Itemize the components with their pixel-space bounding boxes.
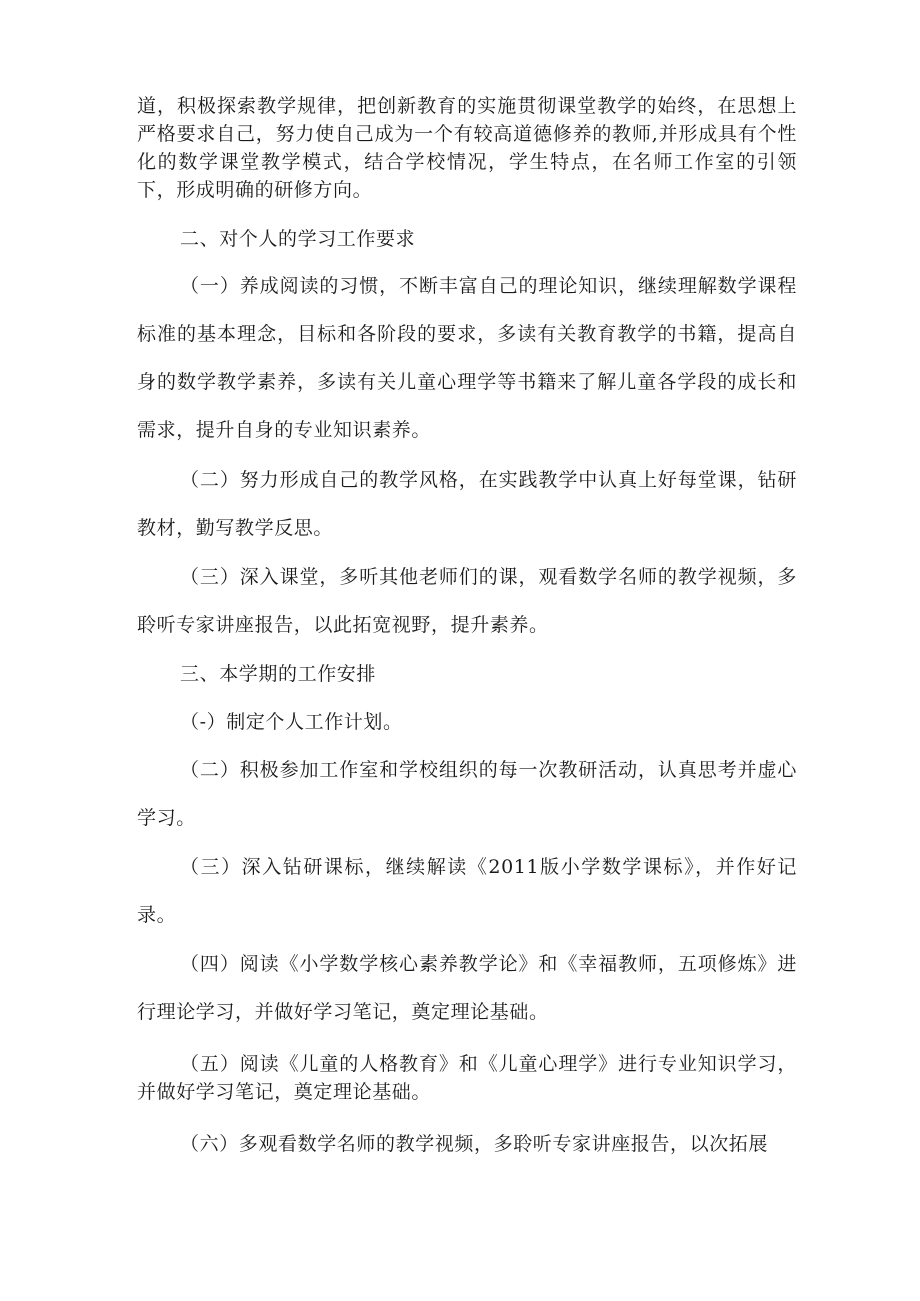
requirement-item-3: （三）深入课堂，多听其他老师们的课，观看数学名师的教学视频，多聆听专家讲座报告，以此拓宽视野，提升素养。 xyxy=(137,566,797,636)
section-heading-3: 三、本学期的工作安排 xyxy=(180,663,377,685)
plan-item-1: （-）制定个人工作计划。 xyxy=(180,711,403,733)
plan-item-3: （三）深入钻研课标，继续解读《2011版小学数学课标》，并作好记录。 xyxy=(137,856,797,926)
requirement-item-1: （一）养成阅读的习惯，不断丰富自己的理论知识，继续理解数学课程标准的基本理念，目标和各阶段的要求，多读有关教育教学的书籍，提高自身的数学教学素养，多读有关儿童心理学等书籍来了解儿童各学段的成长和需求，提升自身的专业知识素养。 xyxy=(137,275,797,441)
intro-paragraph: 道，积极探索教学规律，把创新教育的实施贯彻课堂教学的始终，在思想上严格要求自己，努力使自己成为一个有较高道德修养的教师,并形成具有个性化的数学课堂教学模式，结合学校情况，学生特点，在名师工作室的引领下，形成明确的研修方向。 xyxy=(137,95,797,201)
plan-item-5: （五）阅读《儿童的人格教育》和《儿童心理学》进行专业知识学习，并做好学习笔记，奠定理论基础。 xyxy=(137,1053,797,1103)
plan-item-6: （六）多观看数学名师的教学视频，多聆听专家讲座报告，以次拓展 xyxy=(180,1133,769,1155)
plan-item-4: （四）阅读《小学数学核心素养教学论》和《幸福教师，五项修炼》进行理论学习，并做好学习笔记，奠定理论基础。 xyxy=(137,953,797,1023)
requirement-item-2: （二）努力形成自己的教学风格，在实践教学中认真上好每堂课，钻研教材，勤写教学反思。 xyxy=(137,469,797,539)
section-heading-2: 二、对个人的学习工作要求 xyxy=(180,228,416,250)
plan-item-2: （二）积极参加工作室和学校组织的每一次教研活动，认真思考并虚心学习。 xyxy=(137,759,797,829)
